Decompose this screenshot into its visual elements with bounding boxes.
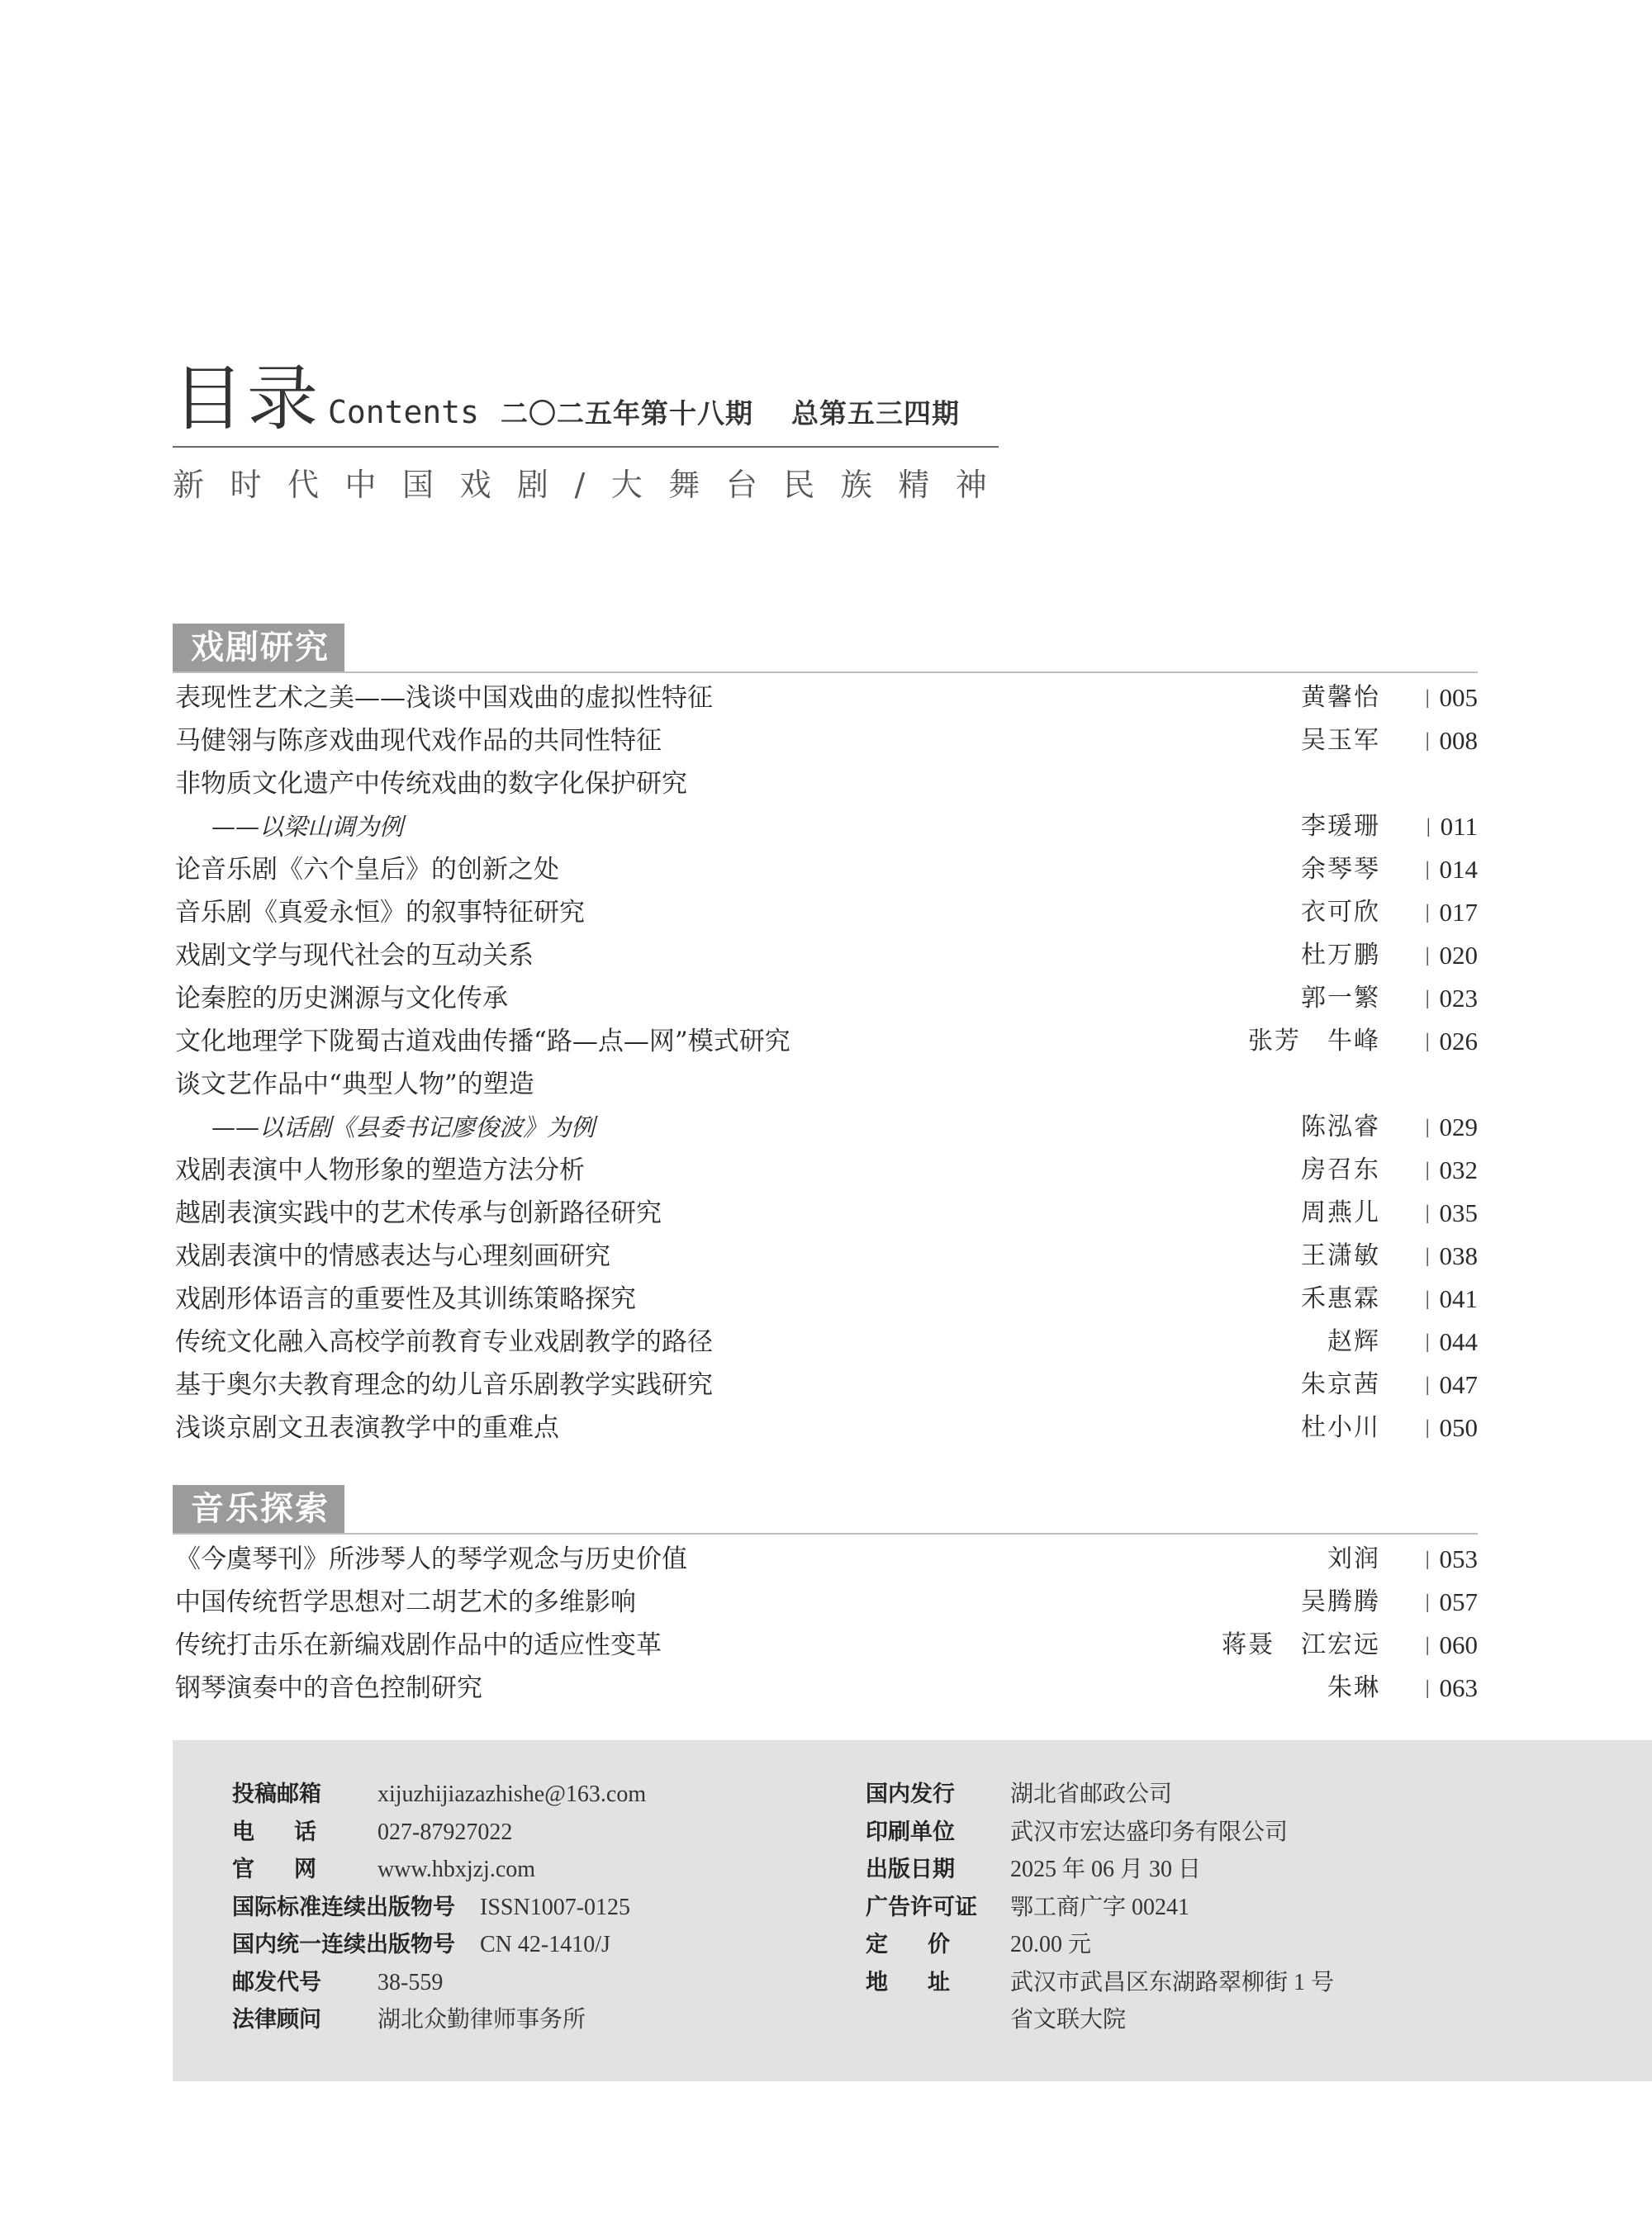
entry-author: 张芳 牛峰 [1248,1027,1380,1056]
toc-entry[interactable] [173,1538,1478,1581]
info-row [232,1814,646,1852]
toc-entry[interactable] [173,762,1478,805]
toc-entry[interactable] [173,1364,1478,1407]
section-label: 音乐探索 [173,1485,344,1533]
issue-number: 二〇二五年第十八期 [501,397,754,429]
entry-title: 戏剧表演中人物形象的塑造方法分析 [175,1155,585,1185]
info-value: 鄂工商广字 00241 [1010,1894,1190,1920]
section-header [173,1485,1478,1535]
entry-page-number: | 008 [1426,719,1478,765]
entry-title: 戏剧表演中的情感表达与心理刻画研究 [175,1241,610,1271]
toc-entries [173,676,1478,1449]
info-row [232,1851,646,1889]
entry-title: 表现性艺术之美——浅谈中国戏曲的虚拟性特征 [175,683,713,713]
toc-entry[interactable] [173,719,1478,762]
info-label: 法律顾问 [232,2007,321,2033]
entry-author: 余琴琴 [1301,855,1380,884]
entry-subtitle: ——以话剧《县委书记廖俊波》为例 [211,1113,596,1141]
info-value: CN 42-1410/J [480,1932,610,1957]
entry-subtitle: ——以梁山调为例 [211,813,404,841]
info-label: 地址 [866,1969,990,1995]
info-value: ISSN1007-0125 [480,1894,631,1920]
entry-page-number: | 005 [1426,676,1478,722]
entry-page-number: | 035 [1426,1192,1478,1237]
entry-author: 李瑗珊 [1301,812,1380,841]
entry-title: 中国传统哲学思想对二胡艺术的多维影响 [175,1587,636,1617]
entry-page-number: | 032 [1426,1149,1478,1194]
toc-entry[interactable] [173,676,1478,719]
entry-author: 黄馨怡 [1301,683,1380,712]
info-value: 027-87927022 [377,1819,513,1845]
entry-author: 周燕儿 [1301,1198,1380,1227]
total-issue-number: 总第五三四期 [791,397,961,429]
toc-entry[interactable] [173,805,1478,848]
toc-entry[interactable] [173,891,1478,934]
info-label: 国际标准连续出版物号 [232,1894,455,1920]
toc-entry[interactable] [173,1063,1478,1106]
toc-entry[interactable] [173,1149,1478,1192]
info-label: 电话 [232,1819,356,1845]
info-value: 20.00 元 [1010,1932,1092,1957]
info-row [232,1889,646,1927]
toc-entry[interactable] [173,1192,1478,1235]
info-left-column [232,1776,646,2039]
entry-author: 朱琳 [1327,1673,1380,1702]
info-label: 国内发行 [866,1781,955,1807]
info-label: 国内统一连续出版物号 [232,1932,455,1957]
info-label: 官网 [232,1857,356,1882]
entry-author: 衣可欣 [1301,898,1380,927]
tagline: 新时代中国戏剧/大舞台民族精神 [173,467,1014,503]
info-label: 定价 [866,1932,990,1957]
toc-entry[interactable] [173,934,1478,977]
entry-title: 钢琴演奏中的音色控制研究 [175,1673,482,1703]
entry-page-number: | 023 [1426,977,1478,1022]
info-row [866,1776,1334,1814]
info-value: 38-559 [377,1969,444,1995]
entry-author: 王潇敏 [1301,1241,1380,1270]
entry-page-number: | 047 [1426,1364,1478,1409]
entry-title: 传统打击乐在新编戏剧作品中的适应性变革 [175,1630,662,1660]
entry-page-number: | 017 [1426,891,1478,937]
info-label: 印刷单位 [866,1819,955,1845]
info-label: 邮发代号 [232,1969,321,1995]
title-row [173,358,999,448]
entry-page-number: | 041 [1426,1278,1478,1323]
toc-entry[interactable] [173,1321,1478,1364]
info-row [232,1926,646,1964]
entry-title: 戏剧形体语言的重要性及其训练策略探究 [175,1284,636,1314]
entry-title: 《今虞琴刊》所涉琴人的琴学观念与历史价值 [175,1544,687,1574]
toc-entry[interactable] [173,1106,1478,1149]
contents-header [173,358,1014,505]
entry-title: 浅谈京剧文丑表演教学中的重难点 [175,1413,559,1443]
info-value: 武汉市武昌区东湖路翠柳街 1 号 [1010,1969,1335,1995]
entry-author: 杜小川 [1301,1413,1380,1442]
publication-info-panel [173,1740,1652,2081]
entry-page-number: | 053 [1426,1538,1478,1583]
entry-page-number: | 011 [1427,805,1478,851]
contents-title: 目录 [173,358,321,440]
entry-author: 赵辉 [1327,1327,1380,1356]
entry-title: 非物质文化遗产中传统戏曲的数字化保护研究 [175,769,687,799]
entry-title: 基于奥尔夫教育理念的幼儿音乐剧教学实践研究 [175,1370,713,1400]
info-row [866,1926,1334,1964]
info-value: 武汉市宏达盛印务有限公司 [1010,1819,1289,1845]
entry-title: 马健翎与陈彦戏曲现代戏作品的共同性特征 [175,726,662,756]
entry-author: 禾惠霖 [1301,1284,1380,1313]
info-value: www.hbxjzj.com [377,1857,536,1882]
entry-author: 郭一繁 [1301,984,1380,1013]
info-value: 2025 年 06 月 30 日 [1010,1857,1202,1882]
info-row [866,1964,1334,2002]
entry-page-number: | 026 [1426,1020,1478,1065]
toc-entry[interactable] [173,848,1478,891]
section-label: 戏剧研究 [173,624,344,671]
entry-author: 蒋聂 江宏远 [1222,1630,1380,1659]
toc-entry[interactable] [173,1407,1478,1449]
entry-title: 文化地理学下陇蜀古道戏曲传播“路—点—网”模式研究 [175,1027,790,1056]
toc-entry[interactable] [173,1624,1478,1667]
section-drama-research [173,624,1478,1449]
entry-title: 论秦腔的历史渊源与文化传承 [175,984,508,1013]
toc-entries [173,1538,1478,1710]
info-value: 湖北省邮政公司 [1010,1781,1173,1807]
section-music-exploration [173,1485,1478,1710]
contents-title-en: Contents [328,394,480,430]
info-value: 省文联大院 [1010,2007,1127,2033]
entry-page-number: | 029 [1426,1106,1478,1151]
info-row [232,2001,646,2039]
info-right-column [866,1776,1334,2039]
section-header [173,624,1478,673]
info-label: 广告许可证 [866,1894,977,1920]
entry-author: 吴玉军 [1301,726,1380,755]
toc-entry[interactable] [173,1278,1478,1321]
entry-page-number: | 057 [1426,1581,1478,1626]
info-row [866,1889,1334,1927]
toc-entry[interactable] [173,1667,1478,1710]
entry-author: 刘润 [1327,1544,1380,1573]
entry-title: 戏剧文学与现代社会的互动关系 [175,941,534,970]
entry-page-number: | 050 [1426,1407,1478,1452]
info-row [866,2001,1334,2039]
entry-title: 论音乐剧《六个皇后》的创新之处 [175,855,559,885]
info-row [232,1776,646,1814]
entry-author: 房召东 [1301,1155,1380,1184]
info-row [232,1964,646,2002]
entry-page-number: | 044 [1426,1321,1478,1366]
info-value: 湖北众勤律师事务所 [377,2007,586,2033]
entry-author: 朱京茜 [1301,1370,1380,1399]
toc-entry[interactable] [173,977,1478,1020]
entry-page-number: | 063 [1426,1667,1478,1712]
entry-title: 谈文艺作品中“典型人物”的塑造 [175,1070,534,1099]
entry-page-number: | 014 [1426,848,1478,894]
info-value: xijuzhijiazazhishe@163.com [377,1781,647,1807]
info-row [866,1851,1334,1889]
info-label: 出版日期 [866,1857,955,1882]
entry-title: 越剧表演实践中的艺术传承与创新路径研究 [175,1198,662,1228]
entry-page-number: | 060 [1426,1624,1478,1669]
entry-page-number: | 020 [1426,934,1478,980]
entry-author: 杜万鹏 [1301,941,1380,970]
toc-entry[interactable] [173,1235,1478,1278]
info-label: 投稿邮箱 [232,1781,321,1807]
entry-page-number: | 038 [1426,1235,1478,1280]
entry-author: 陈泓睿 [1301,1112,1380,1141]
entry-title: 音乐剧《真爱永恒》的叙事特征研究 [175,898,585,927]
info-row [866,1814,1334,1852]
toc-entry[interactable] [173,1581,1478,1624]
toc-entry[interactable] [173,1020,1478,1063]
entry-author: 吴腾腾 [1301,1587,1380,1616]
entry-title: 传统文化融入高校学前教育专业戏剧教学的路径 [175,1327,713,1357]
